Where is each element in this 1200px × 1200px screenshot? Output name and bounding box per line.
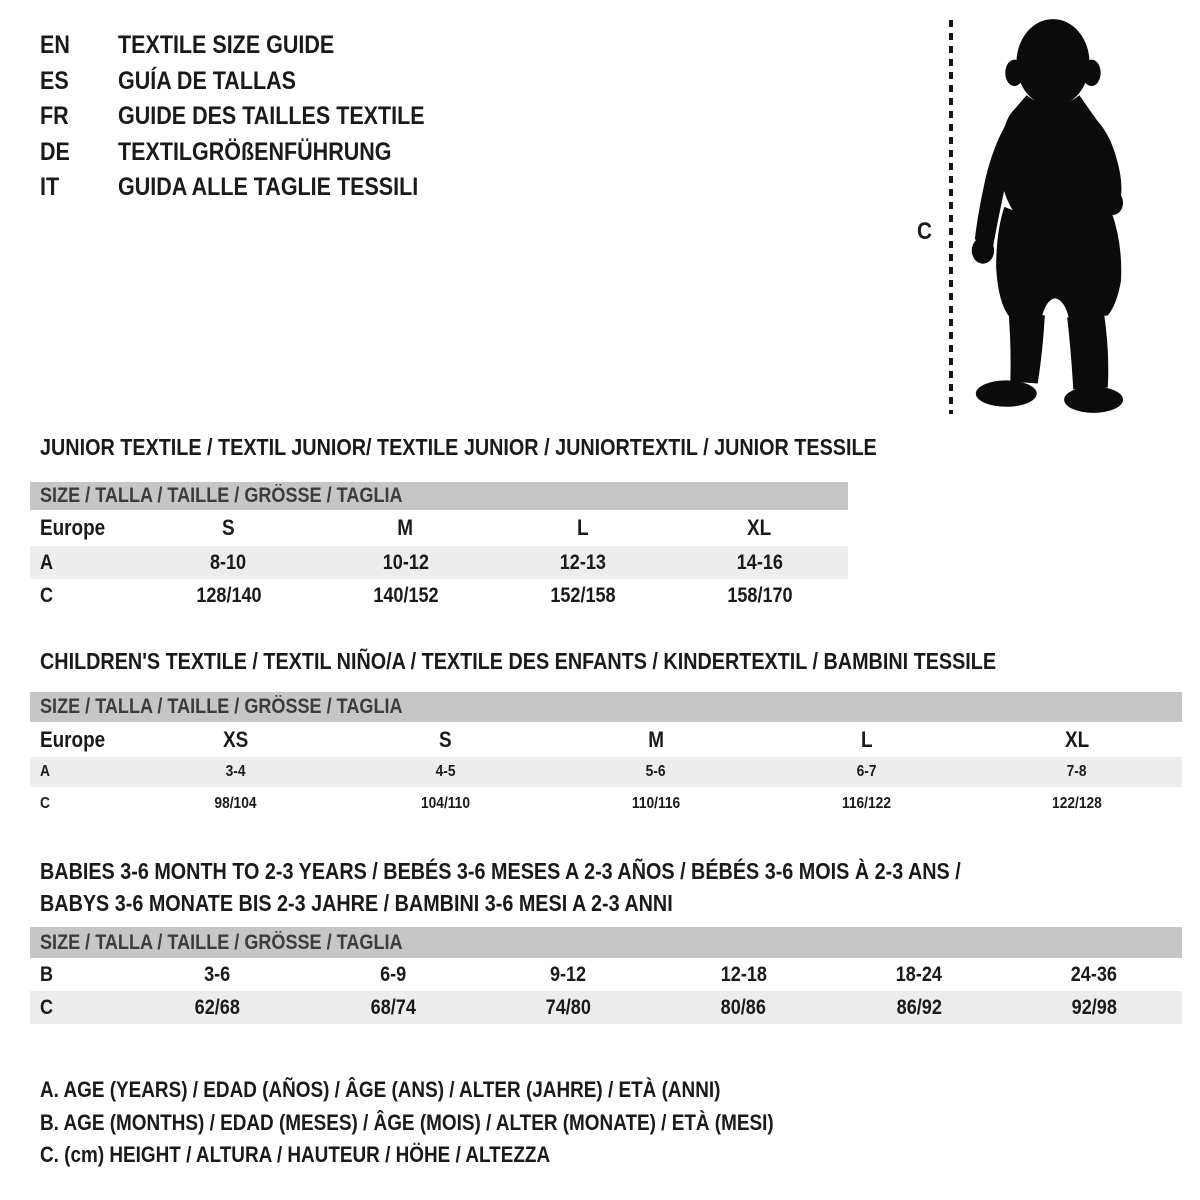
cell-value: 140/152 [372, 583, 439, 607]
footnote-b: B. AGE (MONTHS) / EDAD (MESES) / ÂGE (MOIS) / ALTER (MONATE) / ETÀ (MESI) [40, 1109, 774, 1135]
size-column: M [397, 515, 414, 540]
language-title: TEXTILE SIZE GUIDE [118, 31, 335, 60]
column-header-row [30, 722, 1182, 757]
cell-value: 7-8 [1066, 763, 1087, 780]
language-code: IT [40, 173, 60, 202]
footnote-c: C. (cm) HEIGHT / ALTURA / HAUTEUR / HÖHE / ALTEZZA [40, 1142, 551, 1167]
cell-value: 10-12 [382, 550, 429, 574]
height-dimension-label-c: C [917, 218, 932, 245]
region-label: Europe [40, 726, 106, 752]
language-title: GUIDE DES TAILLES TEXTILE [118, 102, 425, 131]
cell-value: 5-6 [646, 763, 666, 780]
size-column: L [576, 515, 589, 540]
children-section-heading: CHILDREN'S TEXTILE / TEXTIL NIÑO/A / TEXTILE DES ENFANTS / KINDERTEXTIL / BAMBINI TESSILE [40, 648, 997, 674]
cell-value: 158/170 [726, 583, 793, 607]
children-size-table [30, 692, 1182, 820]
cell-value: 80/86 [721, 995, 767, 1019]
language-list [40, 28, 475, 206]
cell-value: 6-7 [856, 763, 877, 780]
babies-section-heading: BABIES 3-6 MONTH TO 2-3 YEARS / BEBÉS 3-6 MESES A 2-3 AÑOS / BÉBÉS 3-6 MOIS À 2-3 ANS / BABYS 3-6 MONATE BIS 2-3 JAHRE / BAMBINI 3-6 MESI A 2-3 ANNI [40, 858, 961, 916]
footnotes [40, 1074, 893, 1172]
language-title: TEXTILGRÖßENFÜHRUNG [118, 137, 392, 166]
language-row-en [40, 28, 475, 64]
language-title: GUÍA DE TALLAS [118, 66, 296, 95]
language-title: GUIDA ALLE TAGLIE TESSILI [118, 173, 419, 202]
cell-value: 62/68 [195, 995, 241, 1019]
cell-value: 6-9 [379, 962, 407, 986]
cell-value: 152/158 [549, 583, 616, 607]
row-label: C [40, 995, 54, 1019]
row-label: B [40, 962, 54, 986]
cell-value: 92/98 [1071, 995, 1117, 1019]
baby-silhouette [963, 14, 1147, 420]
table-row-c [30, 991, 1182, 1024]
cell-value: 98/104 [214, 794, 257, 812]
cell-value: 74/80 [545, 995, 591, 1019]
size-column: XS [222, 726, 248, 752]
cell-value: 12-18 [720, 962, 767, 986]
table-row-a [30, 757, 1182, 787]
size-column: S [222, 515, 235, 540]
cell-value: 12-13 [559, 550, 606, 574]
cell-value: 86/92 [896, 995, 942, 1019]
cell-value: 122/128 [1051, 794, 1102, 812]
table-row-c [30, 787, 1182, 820]
column-header-row [30, 510, 848, 546]
table-row-a [30, 546, 848, 579]
row-label: C [40, 794, 50, 812]
cell-value: 128/140 [195, 583, 262, 607]
size-column: XL [747, 515, 772, 540]
row-label: A [40, 763, 50, 780]
size-column: S [439, 726, 452, 752]
baby-figure [905, 12, 1160, 422]
size-column: XL [1064, 726, 1089, 752]
cell-value: 9-12 [550, 962, 587, 986]
size-column: L [860, 726, 873, 752]
row-label: C [40, 583, 54, 607]
cell-value: 116/122 [841, 794, 891, 812]
language-code: EN [40, 31, 70, 60]
size-header-band: SIZE / TALLA / TAILLE / GRÖSSE / TAGLIA [30, 482, 848, 510]
cell-value: 104/110 [421, 794, 471, 812]
row-label: A [40, 550, 54, 574]
height-dimension-line [949, 20, 953, 414]
language-row-fr [40, 99, 475, 135]
language-row-it [40, 170, 475, 206]
language-code: ES [40, 66, 69, 95]
size-column: M [648, 726, 664, 752]
cell-value: 14-16 [736, 550, 783, 574]
cell-value: 3-6 [204, 962, 231, 986]
babies-size-table [30, 927, 1182, 1024]
language-row-de [40, 135, 475, 171]
table-row-c [30, 579, 848, 612]
cell-value: 3-4 [225, 763, 246, 780]
footnote-a: A. AGE (YEARS) / EDAD (AÑOS) / ÂGE (ANS) / ALTER (JAHRE) / ETÀ (ANNI) [40, 1077, 721, 1102]
table-row-b [30, 958, 1182, 991]
language-code: FR [40, 102, 69, 131]
junior-section-heading: JUNIOR TEXTILE / TEXTIL JUNIOR/ TEXTILE JUNIOR / JUNIORTEXTIL / JUNIOR TESSILE [40, 434, 877, 460]
region-label: Europe [40, 515, 106, 540]
cell-value: 68/74 [370, 995, 416, 1019]
cell-value: 8-10 [210, 550, 247, 574]
cell-value: 24-36 [1071, 962, 1118, 986]
cell-value: 4-5 [435, 763, 456, 780]
language-row-es [40, 64, 475, 100]
cell-value: 18-24 [895, 962, 943, 986]
junior-size-table [30, 482, 848, 612]
language-code: DE [40, 137, 70, 166]
size-header-band: SIZE / TALLA / TAILLE / GRÖSSE / TAGLIA [30, 692, 1182, 722]
size-header-band: SIZE / TALLA / TAILLE / GRÖSSE / TAGLIA [30, 927, 1182, 958]
cell-value: 110/116 [631, 794, 681, 812]
